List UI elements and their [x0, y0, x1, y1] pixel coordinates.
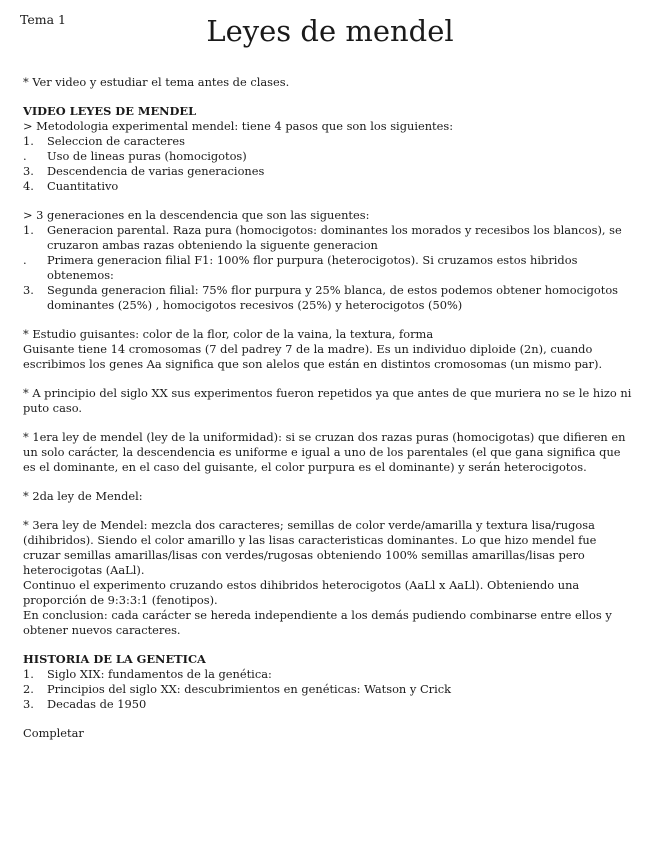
- list-item: [23, 223, 635, 253]
- closing-note: Completar: [23, 726, 84, 740]
- list-item: [23, 667, 635, 682]
- generations-list: [23, 223, 635, 313]
- history-section-heading: HISTORIA DE LA GENETICA: [23, 652, 206, 666]
- page-title: Leyes de mendel: [206, 14, 454, 48]
- generations-intro: > 3 generaciones en la descendencia que son las siguentes:: [23, 208, 370, 222]
- topic-label: Tema 1: [20, 12, 66, 27]
- list-item-text: Generacion parental. Raza pura (homocigotos: dominantes los morados y recesibos los blancos), se cruzaron ambas razas obteniendo la siguente generacion: [47, 223, 622, 252]
- experiment-continuation: Continuo el experimento cruzando estos dihibridos heterocigotos (AaLl x AaLl). Obteniendo una proporción de 9:3:3:1 (fenotipos).: [23, 578, 580, 607]
- chromosomes-paragraph: Guisante tiene 14 cromosomas (7 del padrey 7 de la madre). Es un individuo diploide (2n), cuando escribimos los genes Aa significa que son alelos que están en distintos cromosomas (un mismo par).: [23, 342, 603, 371]
- list-item-text: Cuantitativo: [47, 179, 119, 193]
- list-item-text: Primera generacion filial F1: 100% flor purpura (heterocigotos). Si cruzamos estos hibridos obtenemos:: [47, 253, 578, 282]
- list-item-text: Siglo XIX: fundamentos de la genética:: [47, 667, 272, 681]
- study-note: * Ver video y estudiar el tema antes de clases.: [23, 75, 290, 89]
- list-marker: .: [23, 149, 27, 163]
- first-law-paragraph: * 1era ley de mendel (ley de la uniformidad): si se cruzan dos razas puras (homocigotas) que difieren en un solo carácter, la descendencia es uniforme e igual a uno de los parentales (el que gana significa que es el dominante, en el caso del guisante, el color purpura es el dominante) y serán heterocigotos.: [23, 430, 626, 474]
- list-item: [23, 682, 635, 697]
- list-marker: 1.: [23, 667, 34, 681]
- list-marker: 3.: [23, 164, 34, 178]
- list-item-text: Uso de lineas puras (homocigotos): [47, 149, 247, 163]
- list-marker: 3.: [23, 283, 34, 297]
- list-item: [23, 697, 635, 712]
- list-marker: 1.: [23, 223, 34, 237]
- peas-study-line: * Estudio guisantes: color de la flor, color de la vaina, la textura, forma: [23, 327, 434, 341]
- list-item-text: Decadas de 1950: [47, 697, 147, 711]
- third-law-paragraph: * 3era ley de Mendel: mezcla dos caracteres; semillas de color verde/amarilla y textura lisa/rugosa (dihibridos). Siendo el color amarillo y las lisas caracteristicas dominantes. Lo que hizo mendel fue cruzar semillas amarillas/lisas con verdes/rugosas obteniendo 100% semillas amarillas/lisas pero heterocigotas (AaLl).: [23, 518, 597, 577]
- history-list: [23, 667, 635, 712]
- video-section-heading: VIDEO LEYES DE MENDEL: [23, 104, 197, 118]
- century-paragraph: * A principio del siglo XX sus experimentos fueron repetidos ya que antes de que muriera no se le hizo ni puto caso.: [23, 386, 632, 415]
- document-body: [23, 75, 635, 741]
- list-item-text: Segunda generacion filial: 75% flor purpura y 25% blanca, de estos podemos obtener homocigotos dominantes (25%) , homocigotos recesivos (25%) y heterocigotos (50%): [47, 283, 619, 312]
- list-item: [23, 179, 635, 194]
- list-item: [23, 253, 635, 283]
- list-item: [23, 164, 635, 179]
- list-marker: 2.: [23, 682, 34, 696]
- list-item-text: Seleccion de caracteres: [47, 134, 185, 148]
- list-item: [23, 283, 635, 313]
- list-item-text: Descendencia de varias generaciones: [47, 164, 265, 178]
- list-item: [23, 149, 635, 164]
- list-marker: 4.: [23, 179, 34, 193]
- list-marker: 3.: [23, 697, 34, 711]
- list-marker: .: [23, 253, 27, 267]
- conclusion-paragraph: En conclusion: cada carácter se hereda independiente a los demás pudiendo combinarse entre ellos y obtener nuevos caracteres.: [23, 608, 612, 637]
- list-item: [23, 134, 635, 149]
- second-law-paragraph: * 2da ley de Mendel:: [23, 489, 143, 503]
- methodology-intro: > Metodologia experimental mendel: tiene 4 pasos que son los siguientes:: [23, 119, 454, 133]
- methodology-steps-list: [23, 134, 635, 194]
- list-item-text: Principios del siglo XX: descubrimientos en genéticas: Watson y Crick: [47, 682, 452, 696]
- list-marker: 1.: [23, 134, 34, 148]
